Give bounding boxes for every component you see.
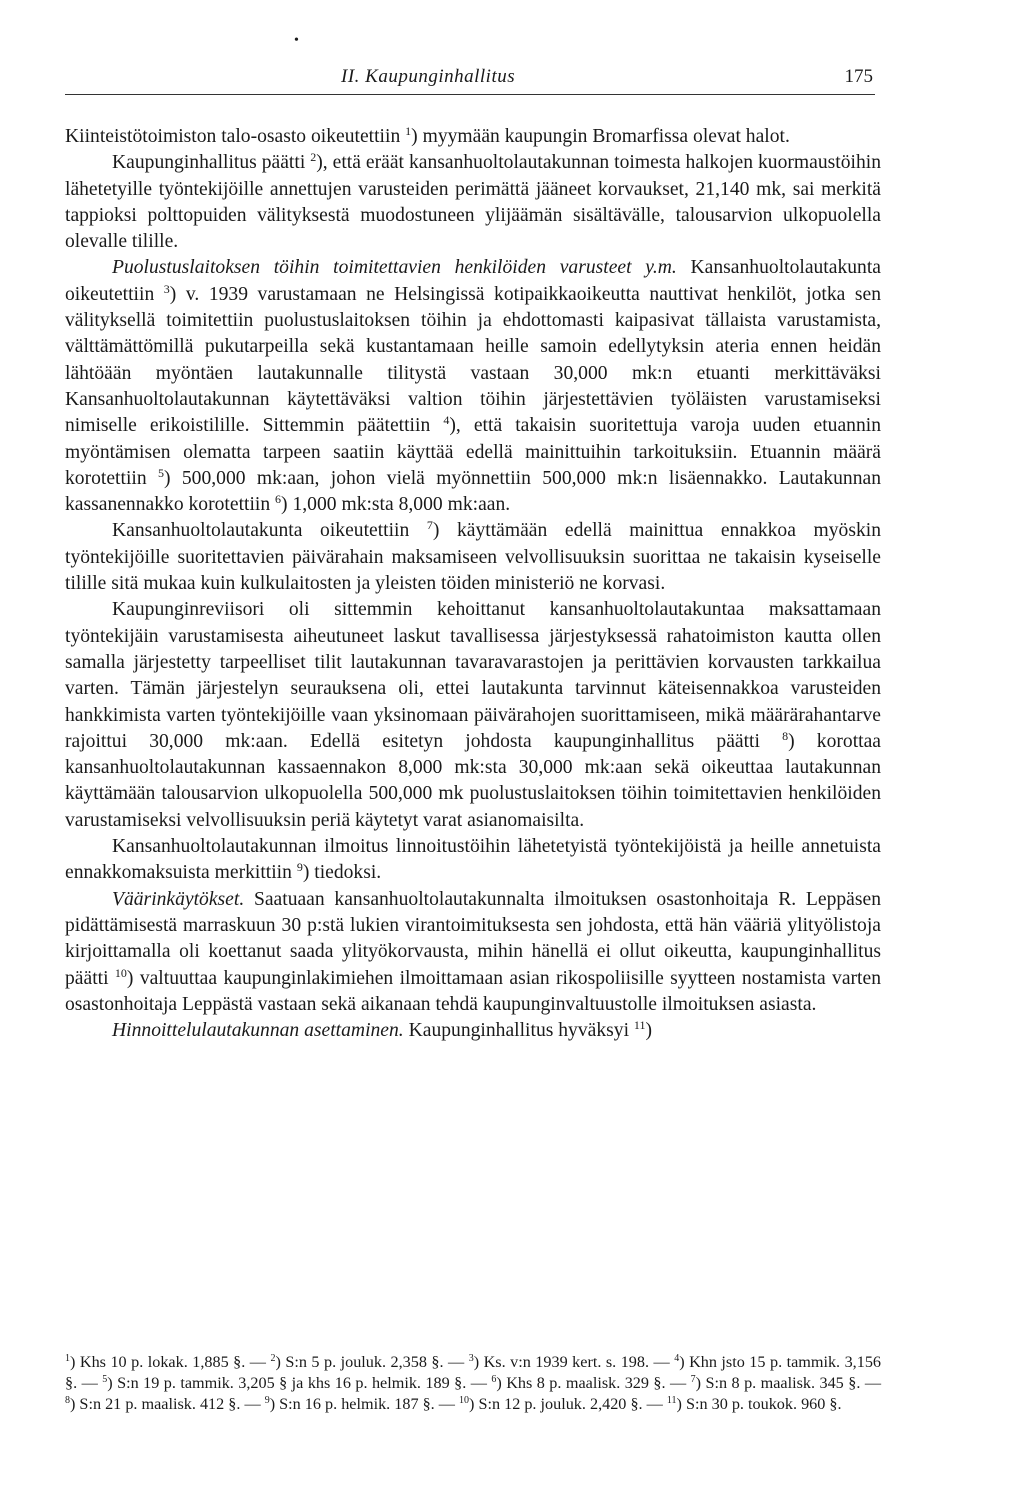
page-number: 175 bbox=[844, 66, 873, 87]
paragraph bbox=[65, 124, 881, 150]
text-run: ) S:n 30 p. toukok. 960 §. bbox=[676, 1395, 842, 1413]
section-heading: Puolustuslaitoksen töihin toimitettavien henkilöiden varusteet y.m. bbox=[112, 257, 677, 279]
footnote-marker: 3 bbox=[468, 1353, 474, 1364]
text-run: Kaupunginreviisori oli sittemmin kehoittanut kansanhuoltolautakuntaa maksattamaan työntekijäin varustamisesta aiheutuneet laskut tavallisessa järjestyksessä rahatoimiston kautta ollen samalla järjestetty tarpeelliset tilit lautakunnan tavaravarastojen ja perittävien korvausten tarkkailua varten. Tämän järjestelyn seurauksena oli, ettei lautakunta tarvinnut käteisennakkoa varusteiden hankkimista varten työntekijöille vaan yksinomaan päivärahojen suorittamiseen, mikä määrärahantarve rajoittui 30,000 mk:aan. Edellä esitetyn johdosta kaupunginhallitus päätti bbox=[65, 599, 881, 752]
footnote-marker: 4 bbox=[674, 1353, 680, 1364]
footnote-marker: 7 bbox=[690, 1374, 696, 1385]
footnote-marker: 1 bbox=[405, 124, 412, 138]
paragraph bbox=[65, 518, 881, 597]
text-run: ) korottaa kansanhuoltolautakunnan kassaennakon 8,000 mk:sta 30,000 mk:aan sekä oikeuttaa lautakunnan käyttämään talousarvion ulkopuolella 500,000 mk puolustuslaitoksen töihin toimitettavien henkilöiden varustamiseksi velvollisuuksin periä käytetyt varat asianomaisilta. bbox=[65, 730, 881, 831]
text-run: ) myymään kaupungin Bromarfissa olevat halot. bbox=[411, 126, 790, 147]
body-text bbox=[65, 124, 881, 1044]
text-run: ) S:n 19 p. tammik. 3,205 § ja khs 16 p. helmik. 189 §. — bbox=[107, 1374, 492, 1392]
text-run: Kiinteistötoimiston talo-osasto oikeutettiin bbox=[65, 126, 406, 147]
footnote-marker: 1 bbox=[65, 1353, 70, 1364]
footnote-marker: 5 bbox=[157, 465, 164, 480]
paragraph bbox=[65, 834, 881, 887]
footnote-marker: 8 bbox=[782, 728, 789, 743]
text-run: ) S:n 12 p. jouluk. 2,420 §. — bbox=[469, 1395, 667, 1413]
text-run: Kansanhuoltolautakunta oikeutettiin bbox=[112, 520, 427, 542]
text-run: ) S:n 5 p. jouluk. 2,358 §. — bbox=[275, 1353, 469, 1371]
text-run: ) Ks. v:n 1939 kert. s. 198. — bbox=[473, 1353, 675, 1371]
page-header bbox=[65, 66, 875, 95]
text-run: ), että takaisin suoritettuja varoja uuden etuannin myöntämisen olematta tarpeen saatiin käyttää edellä mainittuihin tarkoituksiin. Etuannin määrä korotettiin bbox=[65, 415, 882, 489]
text-run: ) 1,000 mk:sta 8,000 mk:aan. bbox=[281, 494, 511, 516]
footnote-marker: 2 bbox=[310, 150, 317, 165]
footnote-marker: 7 bbox=[426, 518, 433, 533]
section-heading: Väärinkäytökset. bbox=[112, 888, 245, 910]
text-run: Saatuaan kansanhuoltolautakunnalta ilmoituksen osastonhoitaja R. Leppäsen pidättämisestä marraskuun 30 p:stä lukien virantoimituksesta sen johdosta, että hän vääriä ylityölistoja kirjoittamalla oli koettanut saada ylityökorvausta, mihin hänellä ei ollut oikeutta, kaupunginhallitus päätti bbox=[65, 888, 881, 989]
print-speck: • bbox=[294, 33, 299, 48]
footnote-marker: 8 bbox=[65, 1395, 70, 1406]
paragraph bbox=[65, 1018, 881, 1044]
text-run: Kaupunginhallitus hyväksyi bbox=[403, 1020, 634, 1042]
footnote-marker: 5 bbox=[102, 1374, 108, 1385]
paragraph bbox=[65, 255, 881, 518]
footnote-marker: 10 bbox=[459, 1395, 470, 1406]
footnote-marker: 11 bbox=[633, 1018, 646, 1033]
footnote-marker: 4 bbox=[443, 413, 450, 428]
paragraph bbox=[65, 150, 881, 255]
text-run: ) v. 1939 varustamaan ne Helsingissä kotipaikkaoikeutta nauttivat henkilöt, jotka sen välityksellä toimitettiin puolustuslaitoksen töihin ja ehdottomasti kaipasivat tällaista varustamista, välttämättömillä pukutarpeilla sekä kustantamaan heille samoin edellytyksin ateria ennen heidän lähtöään myöntäen lautakunnalle tilitystä vastaan 30,000 mk:n etuanti merkittäväksi Kansanhuoltolautakunnan käytettäväksi valtion töihin järjestettävien työläisten varustamiseksi nimiselle erikoistilille. Sittemmin päätettiin bbox=[65, 283, 881, 437]
footnote-marker: 9 bbox=[296, 860, 303, 875]
footnote-marker: 9 bbox=[264, 1395, 270, 1406]
section-heading: Hinnoittelulautakunnan asettaminen. bbox=[112, 1020, 404, 1042]
text-run: ) S:n 16 p. helmik. 187 §. — bbox=[269, 1395, 460, 1413]
running-title: II. Kaupunginhallitus bbox=[341, 66, 516, 87]
footnote-marker: 3 bbox=[163, 281, 170, 296]
text-run: ) S:n 8 p. maalisk. 345 §. — bbox=[695, 1374, 882, 1392]
footnote-marker: 6 bbox=[275, 492, 282, 507]
text-run: Kansanhuoltolautakunta oikeutettiin bbox=[65, 257, 881, 305]
text-run: ) Khn jsto 15 p. tammik. 3,156 §. — bbox=[65, 1353, 882, 1392]
text-run: ) käyttämään edellä mainittua ennakkoa myöskin työntekijöille suoritettavien päivärahain maksamiseen velvollisuuksin suorittaa ne takaisin kyseiselle tilille sitä mukaa kuin kulkulaitosten ja yleisten töiden ministeriö ne korvasi. bbox=[65, 520, 881, 595]
footnote-marker: 6 bbox=[491, 1374, 497, 1385]
text-run: Kaupunginhallitus päätti bbox=[112, 152, 311, 174]
text-run: ), että eräät kansanhuoltolautakunnan toimesta halkojen kuormaustöihin lähetetyille työntekijöille annettujen varusteiden perimättä jääneet korvaukset, 21,140 mk, sai merkitä tappioksi polttopuiden välityksestä muodostuneen ylijäämän sisältävälle, talousarvion ulkopuolella olevalle tilille. bbox=[65, 152, 881, 253]
footnote-marker: 10 bbox=[114, 965, 127, 980]
paragraph bbox=[65, 597, 881, 834]
text-run: Kansanhuoltolautakunnan ilmoitus linnoitustöihin lähetetyistä työntekijöistä ja heille annetuista ennakkomaksuista merkittiin bbox=[65, 836, 881, 884]
footnote-marker: 2 bbox=[270, 1353, 276, 1364]
text-run: ) S:n 21 p. maalisk. 412 §. — bbox=[70, 1395, 265, 1413]
text-run: ) 500,000 mk:aan, johon vielä myönnettiin 500,000 mk:n lisäennakko. Lautakunnan kassanennakko korotettiin bbox=[65, 467, 881, 516]
text-run: ) bbox=[645, 1020, 653, 1042]
footnote-marker: 11 bbox=[666, 1395, 677, 1406]
text-run: ) tiedoksi. bbox=[302, 862, 382, 884]
text-run: ) valtuuttaa kaupunginlakimiehen ilmoittamaan asian rikospoliisille syytteen nostamista varten osastonhoitaja Leppästä vastaan sekä aikanaan tehdä kaupunginvaltuustolle ilmoituksen asiasta. bbox=[65, 967, 881, 1015]
text-run: ) Khs 8 p. maalisk. 329 §. — bbox=[496, 1374, 691, 1392]
text-run: ) Khs 10 p. lokak. 1,885 §. — bbox=[70, 1353, 271, 1371]
paragraph bbox=[65, 887, 881, 1018]
footnotes bbox=[65, 1352, 881, 1415]
